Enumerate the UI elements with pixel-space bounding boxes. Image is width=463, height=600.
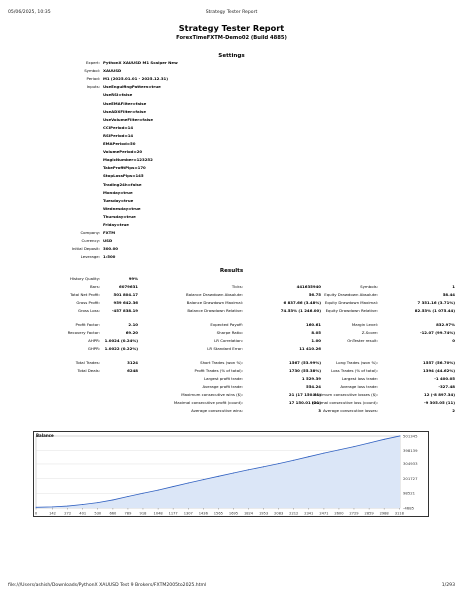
- x-tick-label: 1177: [168, 511, 178, 516]
- balance-point: [384, 439, 385, 440]
- settings-value: Monday=true: [103, 189, 133, 195]
- x-tick-label: 2729: [349, 511, 359, 516]
- settings-value: TakeProfitPips=170: [103, 165, 146, 171]
- balance-point: [308, 456, 309, 457]
- x-tick-label: 1048: [153, 511, 163, 516]
- balance-point: [36, 507, 37, 508]
- results-label: AHPR:: [88, 338, 100, 343]
- results-value: 21 (17 150.01): [288, 392, 321, 397]
- print-header: [0, 0, 463, 14]
- balance-point: [323, 453, 324, 454]
- results-value: 7 351.16 (3.71%): [417, 300, 455, 305]
- x-tick-label: 660: [109, 511, 117, 516]
- results-value: 832.97%: [436, 322, 455, 327]
- results-label: Average loss trade:: [340, 384, 378, 389]
- report-server: ForexTimeFXTM-Demo02 (Build 4885): [176, 35, 287, 41]
- results-value: 1394 (44.62%): [423, 368, 455, 373]
- results-value: 6079631: [119, 284, 138, 289]
- x-tick-label: 1307: [183, 511, 193, 516]
- results-value: 2: [452, 408, 455, 413]
- print-doc-title: Strategy Tester Report: [205, 10, 258, 15]
- settings-key: Currency:: [81, 238, 100, 244]
- results-value: 74.53% (1 246.00): [280, 308, 321, 313]
- results-value: 2.10: [128, 322, 138, 327]
- balance-point: [67, 506, 68, 507]
- balance-point: [248, 469, 249, 470]
- results-value: 501 804.17: [113, 292, 138, 297]
- results-label: Equity Drawdown Relative:: [325, 308, 378, 313]
- balance-point: [52, 506, 53, 507]
- results-label: OnTester result:: [347, 338, 378, 343]
- results-label: Balance Drawdown Maximal:: [186, 300, 243, 305]
- results-label: Average consecutive wins:: [191, 408, 243, 413]
- x-tick-label: 1565: [213, 511, 223, 516]
- balance-point: [233, 473, 234, 474]
- results-label: Gross Loss:: [77, 308, 100, 313]
- x-tick-label: 2859: [364, 511, 374, 516]
- chart-title: Balance: [36, 433, 54, 438]
- y-tick-label: 501345: [403, 433, 418, 439]
- results-value: -327.48: [438, 384, 455, 389]
- results-value: 17 150.01 (21): [288, 400, 321, 405]
- x-tick-label: 1953: [258, 511, 269, 516]
- balance-point: [338, 449, 339, 450]
- results-label: Average profit trade:: [202, 384, 243, 389]
- settings-value: UseEMAFilter=false: [103, 100, 147, 106]
- results-value: 58.44: [442, 292, 455, 297]
- results-label: Total Net Profit:: [70, 292, 100, 297]
- settings-value: 1:500: [103, 254, 116, 260]
- results-value: 0: [452, 338, 455, 343]
- settings-value: RSIPeriod=14: [103, 132, 134, 138]
- results-value: 1.0024 (0.24%): [104, 338, 138, 343]
- results-value: 6 837.66 (3.48%): [283, 300, 321, 305]
- balance-point: [112, 499, 113, 500]
- results-value: -1 400.05: [434, 376, 455, 381]
- results-value: 8.05: [311, 330, 321, 335]
- x-tick-label: 2600: [334, 511, 344, 516]
- balance-point: [353, 446, 354, 447]
- results-label: Maximum consecutive losses ($):: [313, 392, 378, 397]
- print-timestamp: 05/06/2025, 10:35: [8, 10, 51, 15]
- results-value: 1.0022 (0.22%): [104, 346, 138, 351]
- balance-point: [218, 476, 219, 477]
- results-value: 1.00: [311, 338, 321, 343]
- x-tick-label: 3118: [394, 511, 404, 516]
- balance-point: [203, 479, 204, 480]
- results-label: Symbols:: [360, 284, 378, 289]
- x-tick-label: 0: [34, 511, 38, 516]
- settings-row: [0, 254, 463, 263]
- results-value: 1557 (56.70%): [423, 360, 455, 365]
- y-tick-label: 98521: [403, 490, 416, 496]
- results-label: Long Trades (won %):: [336, 360, 378, 365]
- balance-point: [173, 486, 174, 487]
- file-path: file:///Users/ashish/Downloads/PythonX XAUUSD Test 9 Brokers/FXTM2005to2025.html: [8, 583, 207, 588]
- settings-key: Symbol:: [84, 68, 100, 74]
- settings-value: CCIPeriod=14: [103, 124, 134, 130]
- x-tick-label: 2471: [319, 511, 329, 516]
- settings-value: FXTM: [103, 230, 116, 236]
- results-value: 1 529.39: [301, 376, 321, 381]
- balance-point: [369, 443, 370, 444]
- results-label: Maximal consecutive loss (count):: [311, 400, 378, 405]
- settings-value: MagicNumber=123252: [103, 157, 153, 163]
- results-label: LR Correlation:: [214, 338, 243, 343]
- balance-point: [263, 466, 264, 467]
- x-tick-label: 1695: [228, 511, 239, 516]
- results-label: Recovery Factor:: [67, 330, 100, 335]
- y-tick-label: -4685: [403, 505, 415, 511]
- settings-key: Inputs:: [86, 84, 100, 90]
- results-label: Average consecutive losses:: [322, 408, 378, 413]
- results-label: Profit Trades (% of total):: [194, 368, 243, 373]
- results-label: Maximum consecutive wins ($):: [181, 392, 243, 397]
- y-tick-label: 398139: [403, 447, 418, 453]
- results-label: Expected Payoff:: [210, 322, 243, 327]
- results-label: Ticks:: [231, 284, 243, 289]
- settings-value: Trading24h=false: [103, 181, 142, 187]
- settings-value: Friday=true: [103, 222, 129, 227]
- x-tick-label: 401: [79, 511, 87, 516]
- balance-point: [158, 490, 159, 491]
- balance-chart-svg: [34, 432, 430, 518]
- results-value: 1: [452, 284, 455, 289]
- results-value: 554.24: [305, 384, 321, 389]
- results-value: 959 642.36: [113, 300, 138, 305]
- settings-key: Company:: [80, 230, 100, 236]
- results-label: Sharpe Ratio:: [216, 330, 243, 335]
- results-label: History Quality:: [69, 276, 100, 281]
- results-label: Largest loss trade:: [341, 376, 378, 381]
- results-value: 1730 (55.38%): [289, 368, 321, 373]
- settings-value: Tuesday=true: [103, 197, 134, 203]
- x-tick-label: 1824: [243, 511, 254, 516]
- results-value: 1567 (53.99%): [289, 360, 321, 365]
- results-value: -457 838.19: [111, 308, 138, 313]
- settings-value: USD: [103, 238, 113, 244]
- x-tick-label: 2341: [304, 511, 314, 516]
- results-label: Gross Profit:: [76, 300, 100, 305]
- balance-point: [142, 493, 143, 494]
- results-value: 12 (-8 897.34): [423, 392, 455, 397]
- x-tick-label: 2988: [379, 511, 389, 516]
- x-tick-label: 918: [139, 511, 147, 516]
- settings-value: UseRSI=false: [103, 92, 133, 98]
- balance-point: [188, 483, 189, 484]
- balance-point: [400, 435, 401, 436]
- settings-value: XAUUSD: [103, 68, 122, 74]
- results-label: Balance Drawdown Absolute:: [186, 292, 243, 297]
- results-value: -12.07 (99.74%): [419, 330, 455, 335]
- x-tick-label: 789: [124, 511, 132, 516]
- results-label: Short Trades (won %):: [200, 360, 243, 365]
- balance-point: [82, 504, 83, 505]
- results-label: Equity Drawdown Maximal:: [324, 300, 378, 305]
- results-label: Total Trades:: [75, 360, 100, 365]
- balance-chart: [33, 431, 429, 517]
- x-tick-label: 2212: [289, 511, 299, 516]
- x-tick-label: 1436: [198, 511, 208, 516]
- results-value: 11 410.26: [299, 346, 321, 351]
- settings-value: PythonX XAUUSD M1 Scalper New: [103, 60, 178, 65]
- results-value: 56.75: [308, 292, 321, 297]
- settings-value: UseEngulfingPattern=true: [103, 84, 161, 90]
- x-tick-label: 272: [64, 511, 72, 516]
- settings-key: Initial Deposit:: [71, 246, 100, 252]
- results-label: Largest profit trade:: [204, 376, 243, 381]
- settings-value: 300.00: [103, 246, 119, 252]
- results-label: Maximal consecutive profit (count):: [173, 400, 243, 405]
- results-value: 6248: [127, 368, 138, 373]
- results-value: 3124: [127, 360, 138, 365]
- settings-value: M1 (2025.01.01 - 2025.12.31): [103, 76, 169, 82]
- results-label: Profit Factor:: [75, 322, 100, 327]
- settings-value: Thursday=true: [103, 213, 136, 219]
- x-tick-label: 142: [49, 511, 56, 516]
- settings-key: Period:: [86, 76, 100, 82]
- settings-value: StopLossPips=145: [103, 173, 144, 179]
- report-title: Strategy Tester Report: [178, 23, 285, 33]
- results-label: Equity Drawdown Absolute:: [324, 292, 378, 297]
- settings-heading: Settings: [218, 53, 245, 59]
- results-label: Balance Drawdown Relative:: [187, 308, 243, 313]
- settings-value: UseADXFilter=false: [103, 108, 146, 114]
- x-tick-label: 530: [94, 511, 102, 516]
- results-label: Z-Score:: [361, 330, 378, 335]
- settings-value: UseVolumeFilter=false: [103, 116, 153, 122]
- balance-point: [97, 502, 98, 503]
- y-tick-label: 201727: [403, 475, 418, 481]
- results-heading: Results: [219, 268, 244, 274]
- settings-value: EMAPeriod=50: [103, 141, 136, 146]
- settings-key: Leverage:: [80, 254, 100, 260]
- results-label: Loss Trades (% of total):: [331, 368, 378, 373]
- results-value: 82.53% (1 075.44): [414, 308, 455, 313]
- results-label: Bars:: [90, 284, 100, 289]
- balance-point: [278, 463, 279, 464]
- results-label: Total Deals:: [77, 368, 100, 373]
- settings-value: Wednesday=true: [103, 205, 141, 211]
- settings-key: Expert:: [85, 60, 100, 65]
- results-value: 441635940: [296, 284, 321, 289]
- results-value: 3: [318, 408, 321, 413]
- balance-point: [127, 496, 128, 497]
- results-value: 69.20: [125, 330, 138, 335]
- x-tick-label: 2083: [274, 511, 284, 516]
- page-number: 1/293: [441, 583, 455, 588]
- y-tick-label: 304933: [403, 461, 418, 467]
- results-value: 160.61: [305, 322, 321, 327]
- results-value: -9 305.05 (11): [423, 400, 455, 405]
- results-label: Margin Level:: [351, 322, 378, 327]
- results-label: LR Standard Error:: [207, 346, 243, 351]
- balance-point: [293, 460, 294, 461]
- results-label: GHPR:: [87, 346, 100, 351]
- results-value: 99%: [128, 276, 138, 281]
- settings-value: VolumePeriod=20: [103, 149, 143, 155]
